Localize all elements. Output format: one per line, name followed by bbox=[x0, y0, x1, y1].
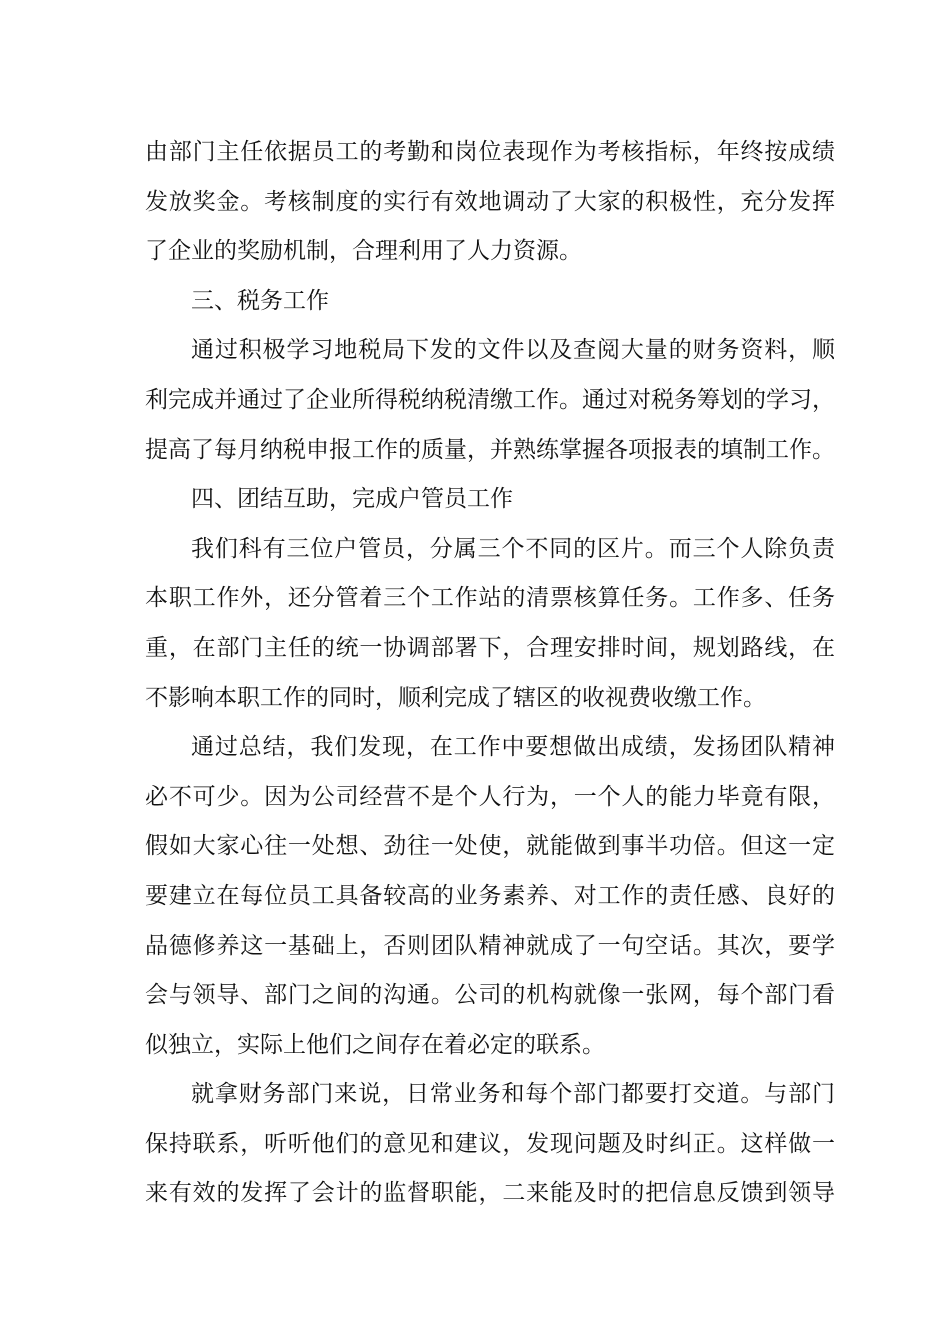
text-line: 来有效的发挥了会计的监督职能，二来能及时的把信息反馈到领导 bbox=[145, 1180, 835, 1207]
text-line: 了企业的奖励机制，合理利用了人力资源。 bbox=[145, 238, 582, 265]
text-line: 本职工作外，还分管着三个工作站的清票核算任务。工作多、任务 bbox=[145, 585, 835, 612]
text-line: 要建立在每位员工具备较高的业务素养、对工作的责任感、良好的 bbox=[145, 882, 835, 909]
text-line: 会与领导、部门之间的沟通。公司的机构就像一张网，每个部门看 bbox=[145, 982, 835, 1009]
text-line: 必不可少。因为公司经营不是个人行为，一个人的能力毕竟有限， bbox=[145, 783, 835, 810]
text-line: 通过积极学习地税局下发的文件以及查阅大量的财务资料，顺 bbox=[191, 337, 835, 364]
text-line: 假如大家心往一处想、劲往一处使，就能做到事半功倍。但这一定 bbox=[145, 833, 835, 860]
text-line: 重，在部门主任的统一协调部署下，合理安排时间，规划路线，在 bbox=[145, 634, 835, 661]
text-line: 似独立，实际上他们之间存在着必定的联系。 bbox=[145, 1031, 605, 1058]
text-line: 我们科有三位户管员，分属三个不同的区片。而三个人除负责 bbox=[191, 535, 835, 562]
text-line: 由部门主任依据员工的考勤和岗位表现作为考核指标，年终按成绩 bbox=[145, 139, 835, 165]
text-line: 四、团结互助，完成户管员工作 bbox=[191, 486, 513, 513]
text-line: 通过总结，我们发现，在工作中要想做出成绩，发扬团队精神 bbox=[191, 734, 835, 761]
document-body bbox=[145, 128, 835, 1219]
text-line: 保持联系，听听他们的意见和建议，发现问题及时纠正。这样做一 bbox=[145, 1130, 835, 1157]
text-line: 提高了每月纳税申报工作的质量，并熟练掌握各项报表的填制工作。 bbox=[145, 436, 835, 463]
text-line: 利完成并通过了企业所得税纳税清缴工作。通过对税务筹划的学习， bbox=[145, 386, 835, 413]
text-line: 三、税务工作 bbox=[191, 287, 329, 314]
text-line: 品德修养这一基础上，否则团队精神就成了一句空话。其次，要学 bbox=[145, 932, 835, 959]
text-line: 不影响本职工作的同时，顺利完成了辖区的收视费收缴工作。 bbox=[145, 684, 766, 711]
text-line: 就拿财务部门来说，日常业务和每个部门都要打交道。与部门 bbox=[191, 1081, 835, 1108]
text-line: 发放奖金。考核制度的实行有效地调动了大家的积极性，充分发挥 bbox=[145, 188, 835, 215]
